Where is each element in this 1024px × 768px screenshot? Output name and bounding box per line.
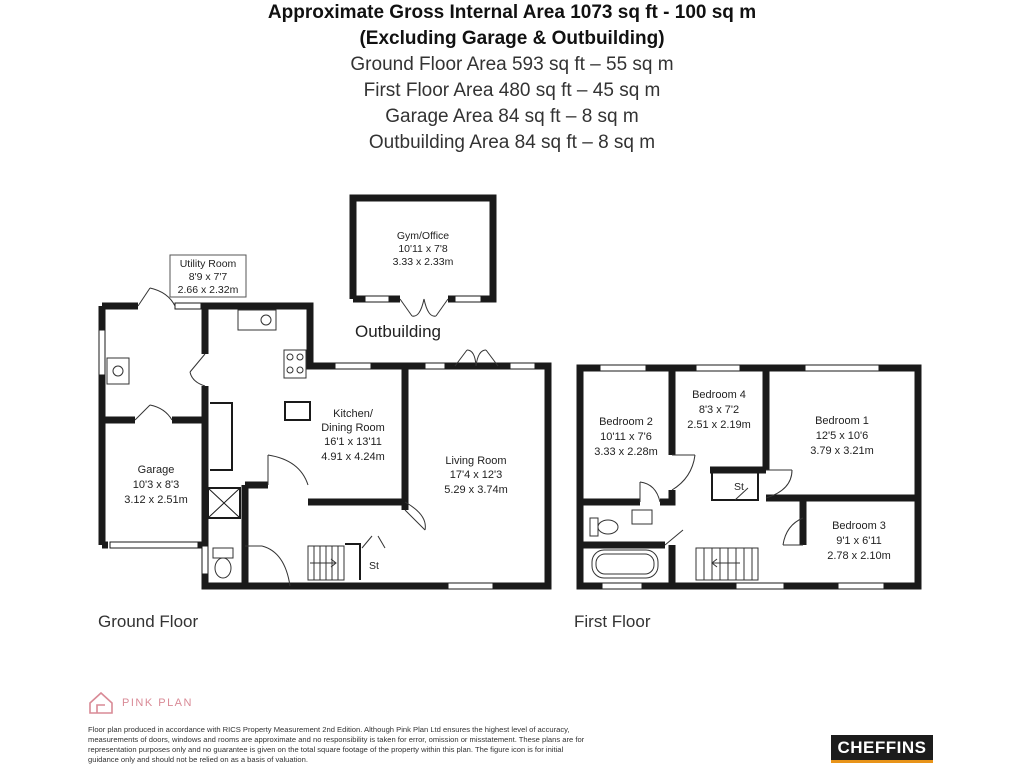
outbuilding-area: Outbuilding Area 84 sq ft – 8 sq m <box>368 132 656 153</box>
ground-floor-stairs <box>308 546 344 580</box>
outbuilding-plan <box>353 198 493 341</box>
pink-plan-house-icon <box>90 693 112 713</box>
bedroom3-imperial: 9'1 x 6'11 <box>836 535 882 547</box>
pink-plan-brand <box>122 697 193 709</box>
bedroom3-metric: 2.78 x 2.10m <box>827 550 891 562</box>
excluding-note: (Excluding Garage & Outbuilding) <box>359 28 665 49</box>
disclaimer-text: Floor plan produced in accordance with RICS Property Measurement 2nd Edition. Although Pink Plan Ltd ensures the highest level of accuracy, measurements of doors, windows and rooms are approximate and no responsibility is taken for error, omission or misstatement. These plans are for representation purposes only and no guarantee is given on the total square footage of the property within this plan. The figure icon is for initial guidance only and should not be relied on as a basis of valuation. <box>88 725 585 764</box>
gym-office-metric: 3.33 x 2.33m <box>392 256 454 268</box>
gross-area-title: Approximate Gross Internal Area 1073 sq ft - 100 sq m <box>267 2 757 23</box>
utility-room-imperial: 8'9 x 7'7 <box>188 271 228 283</box>
garage-area: Garage Area 84 sq ft – 8 sq m <box>385 106 639 127</box>
kitchen-name-line1: Kitchen/ <box>333 408 373 420</box>
outbuilding-windows <box>365 296 481 302</box>
kitchen-name-line2: Dining Room <box>321 422 385 434</box>
garage-imperial: 10'3 x 8'3 <box>132 479 180 491</box>
first-store-label: St <box>734 481 744 493</box>
bedroom3-name: Bedroom 3 <box>832 520 886 532</box>
living-room-name: Living Room <box>445 455 507 467</box>
bedroom4-imperial: 8'3 x 7'2 <box>698 404 740 416</box>
kitchen-metric: 4.91 x 4.24m <box>321 451 385 463</box>
cheffins-logo: CHEFFINS <box>831 735 933 763</box>
outbuilding-door <box>400 299 448 316</box>
gym-office-imperial: 10'11 x 7'8 <box>398 243 448 255</box>
bedroom2-imperial: 10'11 x 7'6 <box>600 431 652 443</box>
utility-room-name: Utility Room <box>179 258 237 270</box>
bedroom4-name: Bedroom 4 <box>692 389 746 401</box>
bedroom2-name: Bedroom 2 <box>599 416 653 428</box>
ground-floor-doors <box>132 288 498 586</box>
living-room-imperial: 17'4 x 12'3 <box>449 469 503 481</box>
outbuilding-label: Outbuilding <box>354 322 442 341</box>
first-floor-label: First Floor <box>574 612 651 631</box>
bedroom1-name: Bedroom 1 <box>815 415 869 427</box>
ground-floor-label: Ground Floor <box>98 612 199 631</box>
first-floor-area: First Floor Area 480 sq ft – 45 sq m <box>363 80 661 101</box>
gym-office-name: Gym/Office <box>396 230 450 242</box>
garage-metric: 3.12 x 2.51m <box>124 494 188 506</box>
bedroom2-metric: 3.33 x 2.28m <box>594 446 658 458</box>
first-floor-plan <box>580 365 918 589</box>
bedroom4-metric: 2.51 x 2.19m <box>687 419 751 431</box>
bedroom1-metric: 3.79 x 3.21m <box>810 445 874 457</box>
utility-room-metric: 2.66 x 2.32m <box>177 284 239 296</box>
garage-name: Garage <box>137 464 175 476</box>
ground-floor-plan <box>99 255 548 589</box>
living-room-metric: 5.29 x 3.74m <box>444 484 508 496</box>
kitchen-imperial: 16'1 x 13'11 <box>324 436 382 448</box>
ground-store-label: St <box>369 560 379 572</box>
first-floor-stairs <box>696 548 758 580</box>
pink-plan-brand-text: PINK PLAN <box>122 697 193 709</box>
ground-floor-area: Ground Floor Area 593 sq ft – 55 sq m <box>350 54 674 75</box>
bedroom1-imperial: 12'5 x 10'6 <box>815 430 869 442</box>
